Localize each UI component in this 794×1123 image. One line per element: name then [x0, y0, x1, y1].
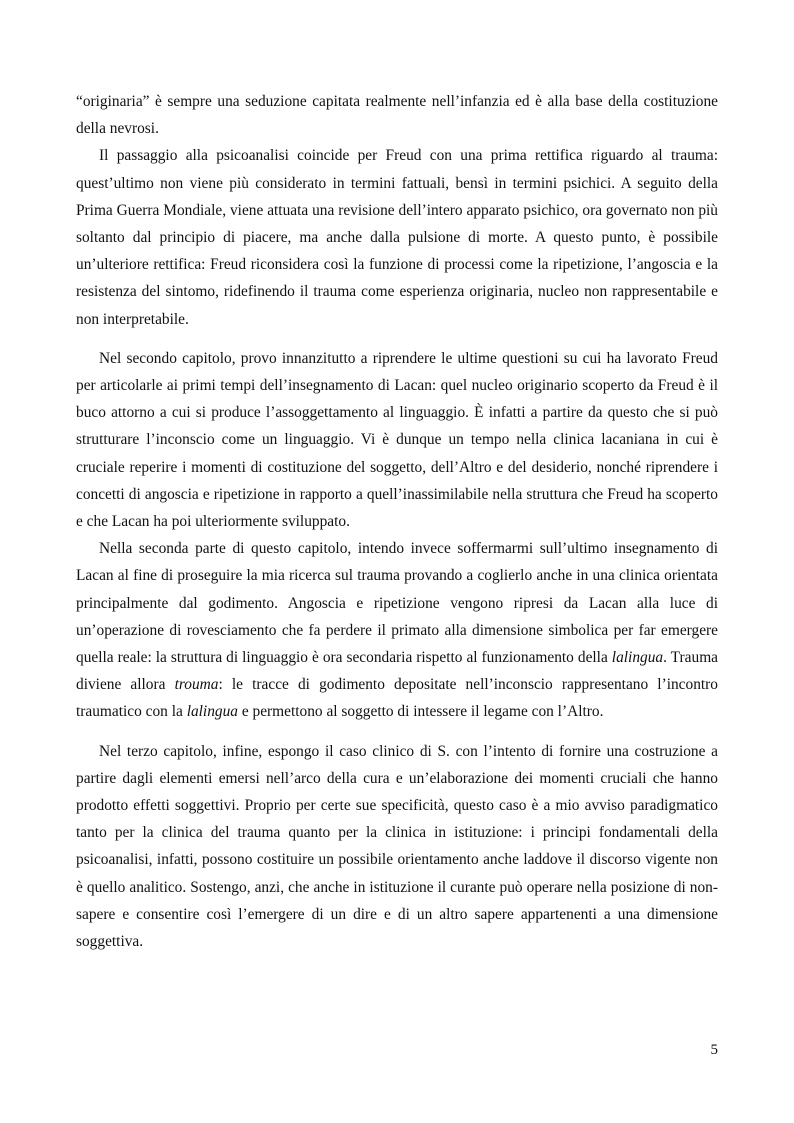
p2-seg-0: Il passaggio alla psicoanalisi coincide per Freud con una prima rettifica riguardo al trauma: quest’ultimo non viene più considerato in termini fattuali, bensì in termini psichici. A seguito della Prima Guerra Mondiale, viene attuata una revisione dell’intero apparato psichico, ora governato non più soltanto dal principio di piacere, ma anche dalla pulsione di morte. A questo punto, è possibile un’ulteriore rettifica: Freud riconsidera così la funzione di processi come la ripetizione, l’angoscia e la resistenza del sintomo, ridefinendo il trauma come esperienza originaria, nucleo non rappresentabile e non interpretabile. — [76, 147, 718, 328]
page-number: 5 — [710, 1042, 718, 1058]
paragraph-3 — [76, 345, 718, 535]
p5-seg-0: Nel terzo capitolo, infine, espongo il caso clinico di S. con l’intento di fornire una costruzione a partire dagli elementi emersi nell’arco della cura e un’elaborazione dei momenti cruciali che hanno prodotto effetti soggettivi. Proprio per certe sue specificità, questo caso è a mio avviso paradigmatico tanto per la clinica del trauma quanto per la clinica in istituzione: i principi fondamentali della psicoanalisi, infatti, possono costituire un possibile orientamento anche laddove il discorso vigente non è quello analitico. Sostengo, anzi, che anche in istituzione il curante può operare nella posizione di non-sapere e consentire così l’emergere di un dire e di un altro sapere appartenenti a una dimensione soggettiva. — [76, 742, 718, 951]
paragraph-4 — [76, 535, 718, 725]
paragraph-1 — [76, 88, 718, 142]
p4-italic-trouma: trouma — [174, 676, 219, 694]
p3-seg-0: Nel secondo capitolo, provo innanzitutto a riprendere le ultime questioni su cui ha lavorato Freud per articolarle ai primi tempi dell’insegnamento di Lacan: quel nucleo originario scoperto da Freud è il buco attorno a cui si produce l’assoggettamento al linguaggio. È infatti a partire da questo che si può strutturare l’inconscio come un linguaggio. Vi è dunque un tempo nella clinica lacaniana in cui è cruciale reperire i momenti di costituzione del soggetto, dell’Altro e del desiderio, nonché riprendere i concetti di angoscia e ripetizione in rapporto a quell’inassimilabile nella struttura che Freud ha scoperto e che Lacan ha poi ulteriormente sviluppato. — [76, 349, 718, 531]
paragraph-2 — [76, 142, 718, 332]
p4-seg-4: : le tracce di godimento depositate nell’inconscio rappresentano l’incontro traumatico con la — [76, 676, 718, 721]
p1-seg-0: “originaria” è sempre una seduzione capitata realmente nell’infanzia ed è alla base della costituzione della nevrosi. — [76, 93, 718, 138]
p4-italic-lalingua-1: lalingua — [611, 649, 664, 667]
p4-seg-2: . Trauma diviene allora — [76, 649, 718, 694]
p4-seg-6: e permettono al soggetto di intessere il legame con l’Altro. — [238, 703, 604, 721]
document-body — [76, 88, 718, 955]
p4-seg-0: Nella seconda parte di questo capitolo, intendo invece soffermarmi sull’ultimo insegnamento di Lacan al fine di proseguire la mia ricerca sul trauma provando a coglierlo anche in una clinica orientata principalmente dal godimento. Angoscia e ripetizione vengono ripresi da Lacan alla luce di un’operazione di rovesciamento che fa perdere il primato alla dimensione simbolica per far emergere quella reale: la struttura di linguaggio è ora secondaria rispetto al funzionamento della — [76, 540, 718, 667]
p4-italic-lalingua-2: lalingua — [186, 703, 238, 721]
paragraph-5 — [76, 738, 718, 956]
